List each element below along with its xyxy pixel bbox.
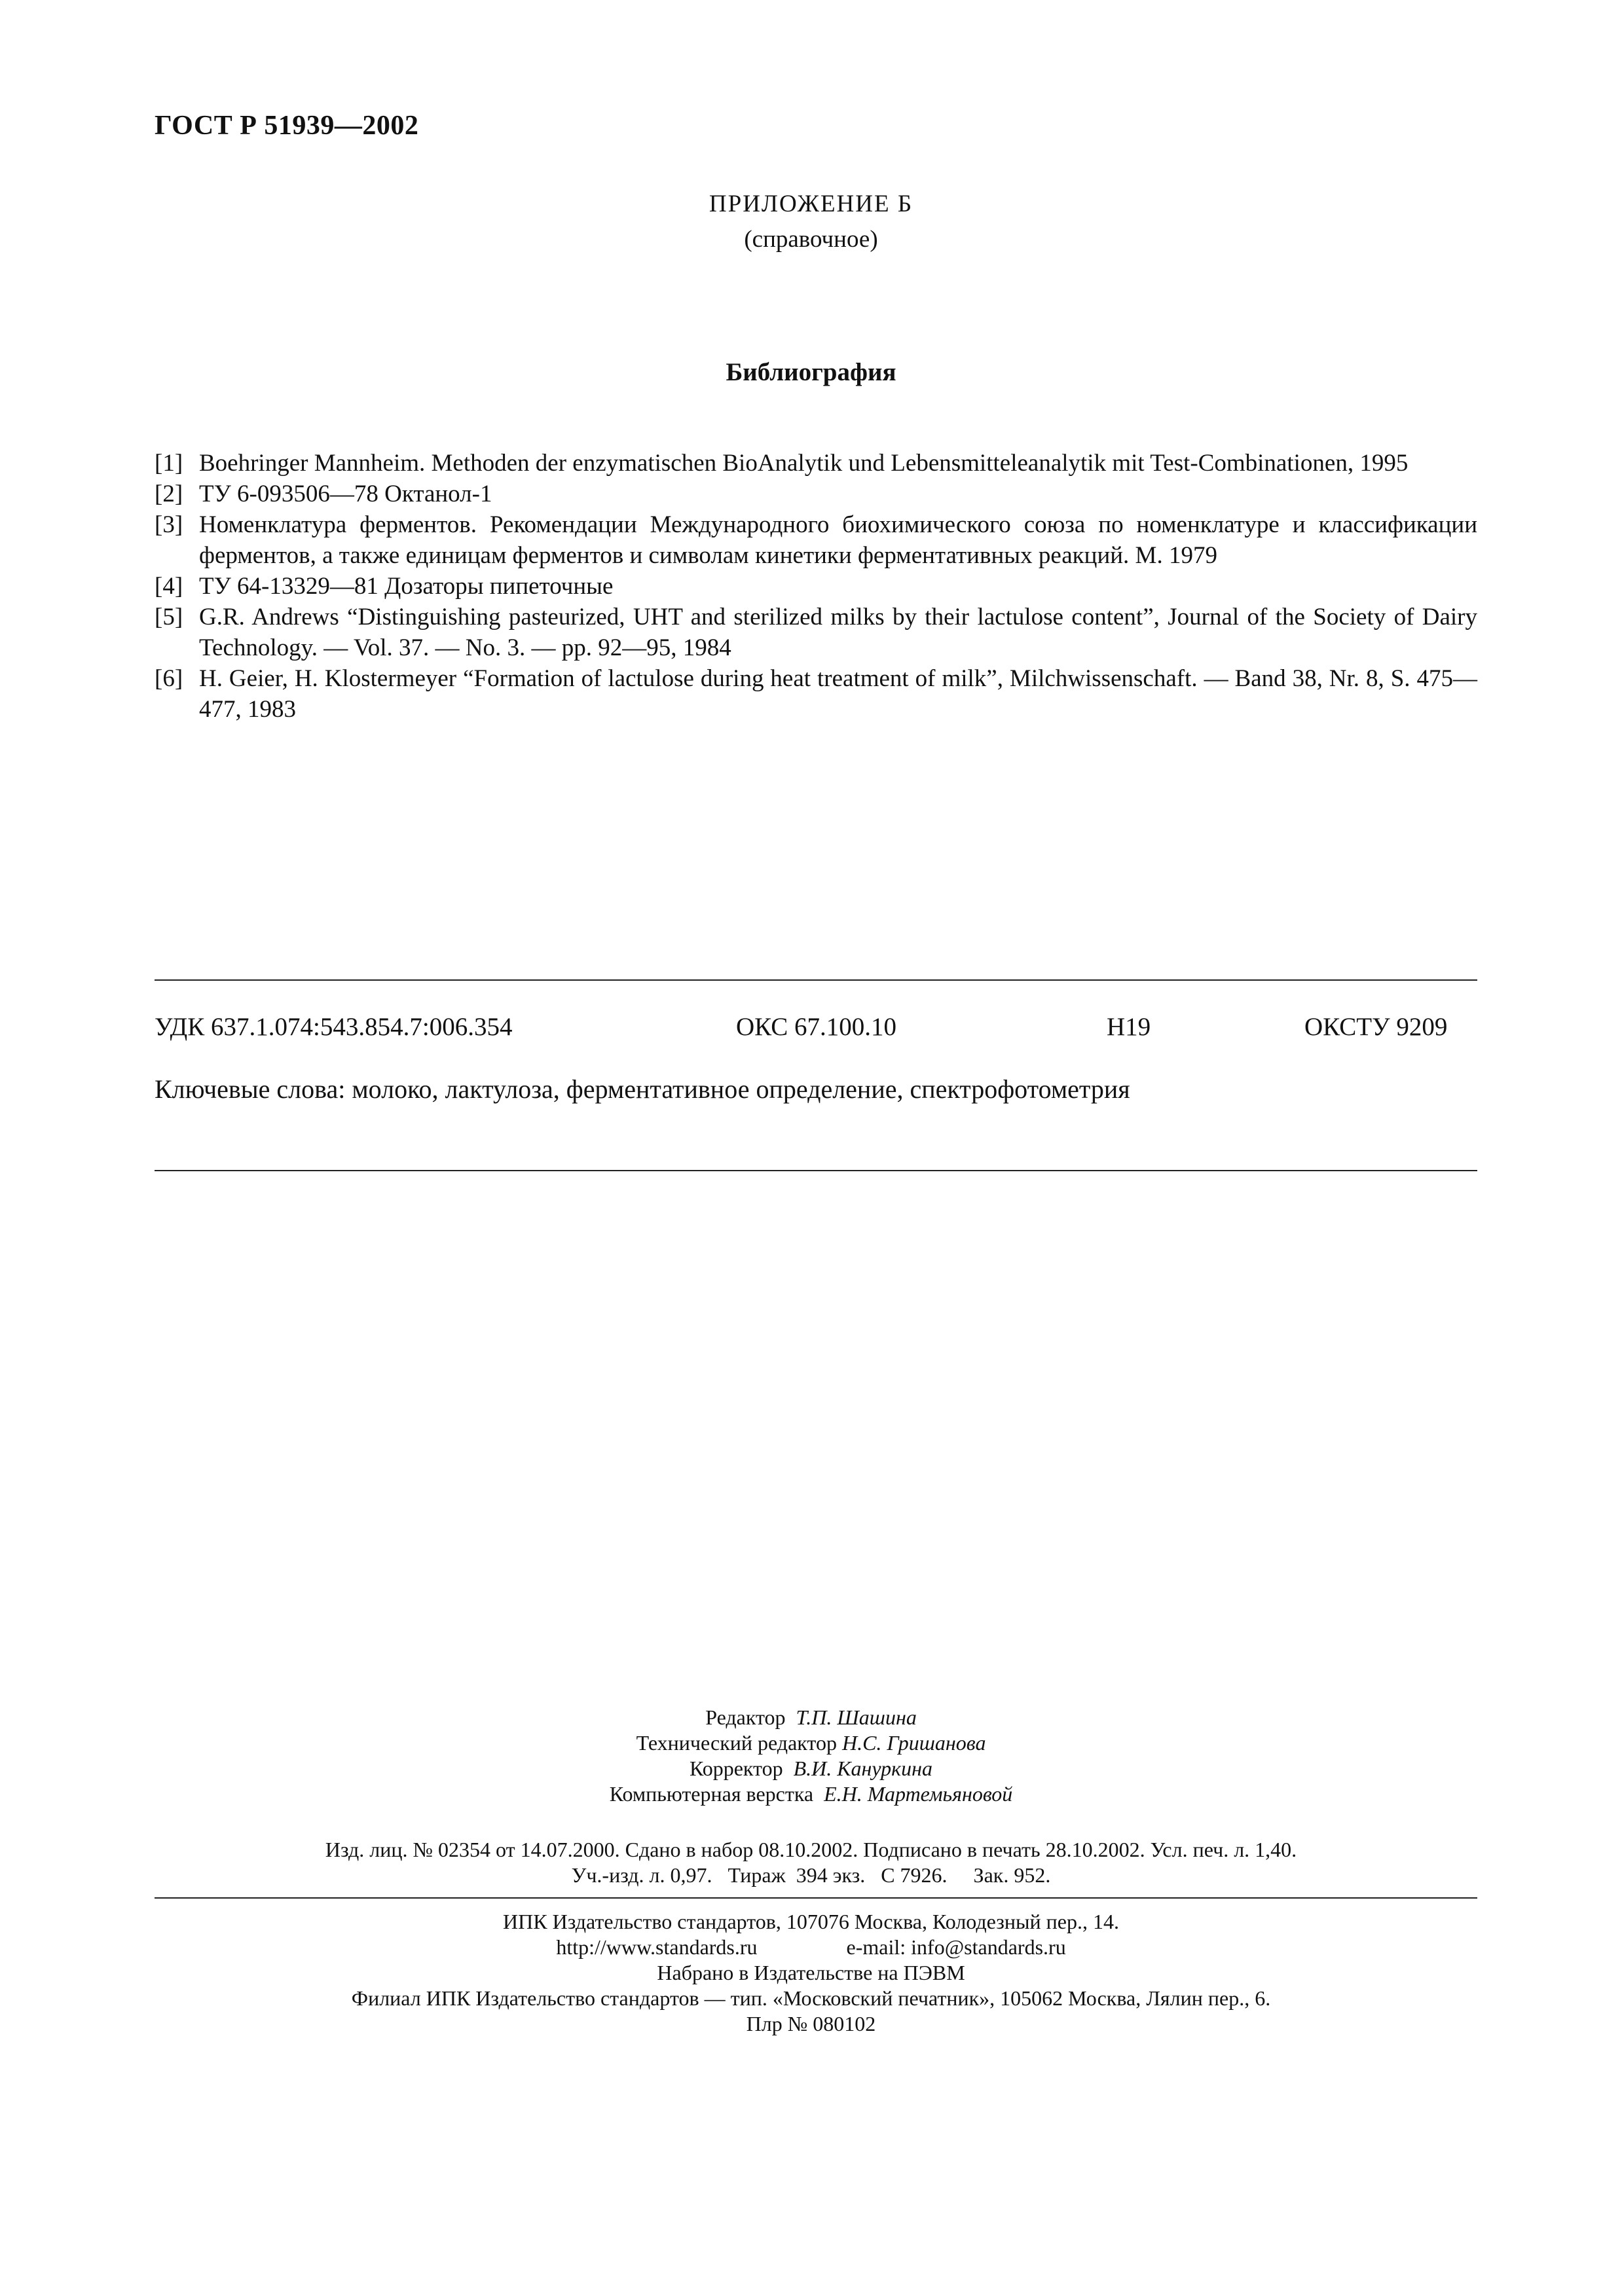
- ref-number: [1]: [155, 450, 183, 477]
- credit-tech-editor: [0, 1730, 1622, 1756]
- credit-label: Компьютерная верстка: [609, 1782, 814, 1806]
- bibliography-list: [155, 448, 1477, 725]
- standard-number: ГОСТ Р 51939—2002: [155, 111, 419, 141]
- ref-text: H. Geier, H. Klostermeyer “Formation of lactulose during heat treatment of milk”, Milchwissenschaft. — Band 38, Nr. 8, S. 475—477, 1983: [199, 665, 1477, 723]
- appendix-subtitle: (справочное): [744, 226, 878, 253]
- oks-code: ОКС 67.100.10: [736, 1013, 896, 1041]
- ref-number: [2]: [155, 481, 183, 507]
- publisher-email: e-mail: info@standards.ru: [846, 1935, 1066, 1959]
- ref-number: [3]: [155, 511, 183, 538]
- okstu-code: ОКСТУ 9209: [1304, 1013, 1448, 1041]
- publisher-contacts: [0, 1935, 1622, 1960]
- credit-name: Н.С. Гришанова: [841, 1731, 986, 1755]
- credit-name: Е.Н. Мартемьяновой: [824, 1782, 1013, 1806]
- credit-name: В.И. Кануркина: [793, 1757, 933, 1780]
- credit-label: Корректор: [689, 1757, 783, 1780]
- print-info-line-2: Уч.-изд. л. 0,97. Тираж 394 экз. С 7926. Зак. 952.: [571, 1863, 1051, 1887]
- ref-text: G.R. Andrews “Distinguishing pasteurized, UHT and sterilized milks by their lactulose content”, Journal of the Society of Dairy Technology. — Vol. 37. — No. 3. — pp. 92—95, 1984: [199, 604, 1477, 661]
- ref-text: Номенклатура ферментов. Рекомендации Международного биохимического союза по номенклатуре и классификации ферментов, а также единицам ферментов и символам кинетики ферментативных реакций. М. 1979: [199, 511, 1477, 569]
- keywords: Ключевые слова: молоко, лактулоза, ферментативное определение, спектрофотометрия: [155, 1074, 1130, 1104]
- publisher-website: http://www.standards.ru: [556, 1935, 758, 1959]
- bibliography-item: [155, 663, 1477, 725]
- divider-top: [155, 979, 1477, 981]
- appendix-title: ПРИЛОЖЕНИЕ Б: [709, 191, 913, 217]
- typeset-note: Набрано в Издательстве на ПЭВМ: [657, 1961, 965, 1984]
- credit-editor: [0, 1705, 1622, 1730]
- bibliography-item: [155, 509, 1477, 571]
- ref-number: [6]: [155, 665, 183, 692]
- bibliography-item: [155, 602, 1477, 663]
- credit-name: Т.П. Шашина: [796, 1705, 917, 1729]
- bibliography-item: [155, 448, 1477, 479]
- bibliography-item: [155, 571, 1477, 602]
- udk-code: УДК 637.1.074:543.854.7:006.354: [155, 1013, 513, 1041]
- group-code: Н19: [1107, 1013, 1151, 1041]
- ref-text: Boehringer Mannheim. Methoden der enzymatischen BioAnalytik und Lebensmitteleanalytik mit Test-Combinationen, 1995: [199, 450, 1409, 477]
- publisher-address: ИПК Издательство стандартов, 107076 Москва, Колодезный пер., 14.: [503, 1910, 1119, 1933]
- ref-text: ТУ 64-13329—81 Дозаторы пипеточные: [199, 573, 614, 600]
- credit-layout: [0, 1781, 1622, 1807]
- credit-label: Редактор: [705, 1705, 786, 1729]
- bibliography-item: [155, 479, 1477, 509]
- divider-bottom: [155, 1170, 1477, 1171]
- credit-label: Технический редактор: [636, 1731, 837, 1755]
- license-number: Плр № 080102: [746, 2012, 876, 2035]
- print-info-line-1: Изд. лиц. № 02354 от 14.07.2000. Сдано в набор 08.10.2002. Подписано в печать 28.10.2002. Усл. печ. л. 1,40.: [325, 1838, 1297, 1861]
- printer-address: Филиал ИПК Издательство стандартов — тип. «Московский печатник», 105062 Москва, Лялин пер., 6.: [351, 1986, 1271, 2010]
- credit-corrector: [0, 1756, 1622, 1781]
- ref-number: [4]: [155, 573, 183, 600]
- ref-text: ТУ 6-093506—78 Октанол-1: [199, 481, 492, 507]
- ref-number: [5]: [155, 604, 183, 630]
- divider-footer: [155, 1897, 1477, 1899]
- bibliography-title: Библиография: [726, 358, 896, 386]
